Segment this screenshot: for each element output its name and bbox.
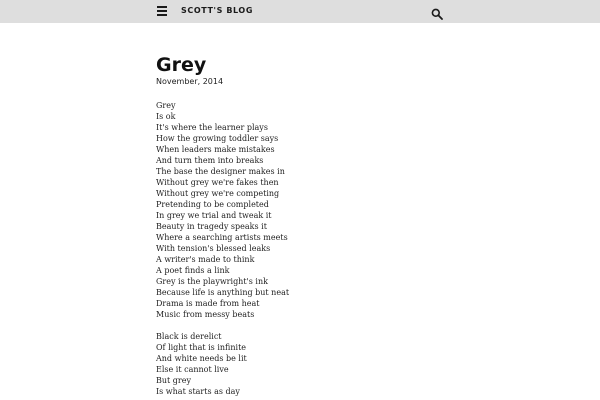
poem-line: Because life is anything but neat (156, 288, 290, 297)
poem-line: Beauty in tragedy speaks it (156, 222, 267, 231)
poem-line: Without grey we're competing (156, 189, 280, 198)
post-title: Grey (156, 54, 207, 76)
search-icon[interactable] (431, 5, 443, 17)
poem-line: But grey (156, 376, 191, 385)
poem-line: It's where the learner plays (156, 123, 268, 132)
poem-line: Is ok (156, 112, 176, 121)
poem-line: Music from messy beats (156, 310, 255, 319)
poem-line: A poet finds a link (156, 266, 230, 275)
poem-line: Grey is the playwright's ink (156, 277, 268, 286)
stanza-1 (156, 100, 456, 320)
poem-line: Is what starts as day (156, 387, 240, 396)
poem-line: Else it cannot live (156, 365, 229, 374)
post-date: November, 2014 (156, 77, 224, 86)
poem-line: Pretending to be completed (156, 200, 269, 209)
poem-line: A writer's made to think (156, 255, 255, 264)
poem-line: In grey we trial and tweak it (156, 211, 272, 220)
stanza-2 (156, 331, 456, 397)
poem-line: How the growing toddler says (156, 134, 279, 143)
poem-line: Of light that is infinite (156, 343, 247, 352)
poem-line: Grey (156, 101, 176, 110)
hamburger-menu-icon[interactable] (157, 6, 167, 16)
poem-line: And white needs be lit (156, 354, 247, 363)
poem-line: Black is derelict (156, 332, 222, 341)
poem-line: The base the designer makes in (156, 167, 285, 176)
poem-line: Where a searching artists meets (156, 233, 288, 242)
post-content (156, 100, 456, 400)
poem-line: And turn them into breaks (156, 156, 264, 165)
poem-line: When leaders make mistakes (156, 145, 275, 154)
top-navigation-bar (0, 0, 600, 23)
site-title-link[interactable]: SCOTT'S BLOG (181, 6, 254, 15)
poem-line: Without grey we're fakes then (156, 178, 279, 187)
poem-line: Drama is made from heat (156, 299, 260, 308)
poem-line: With tension's blessed leaks (156, 244, 271, 253)
